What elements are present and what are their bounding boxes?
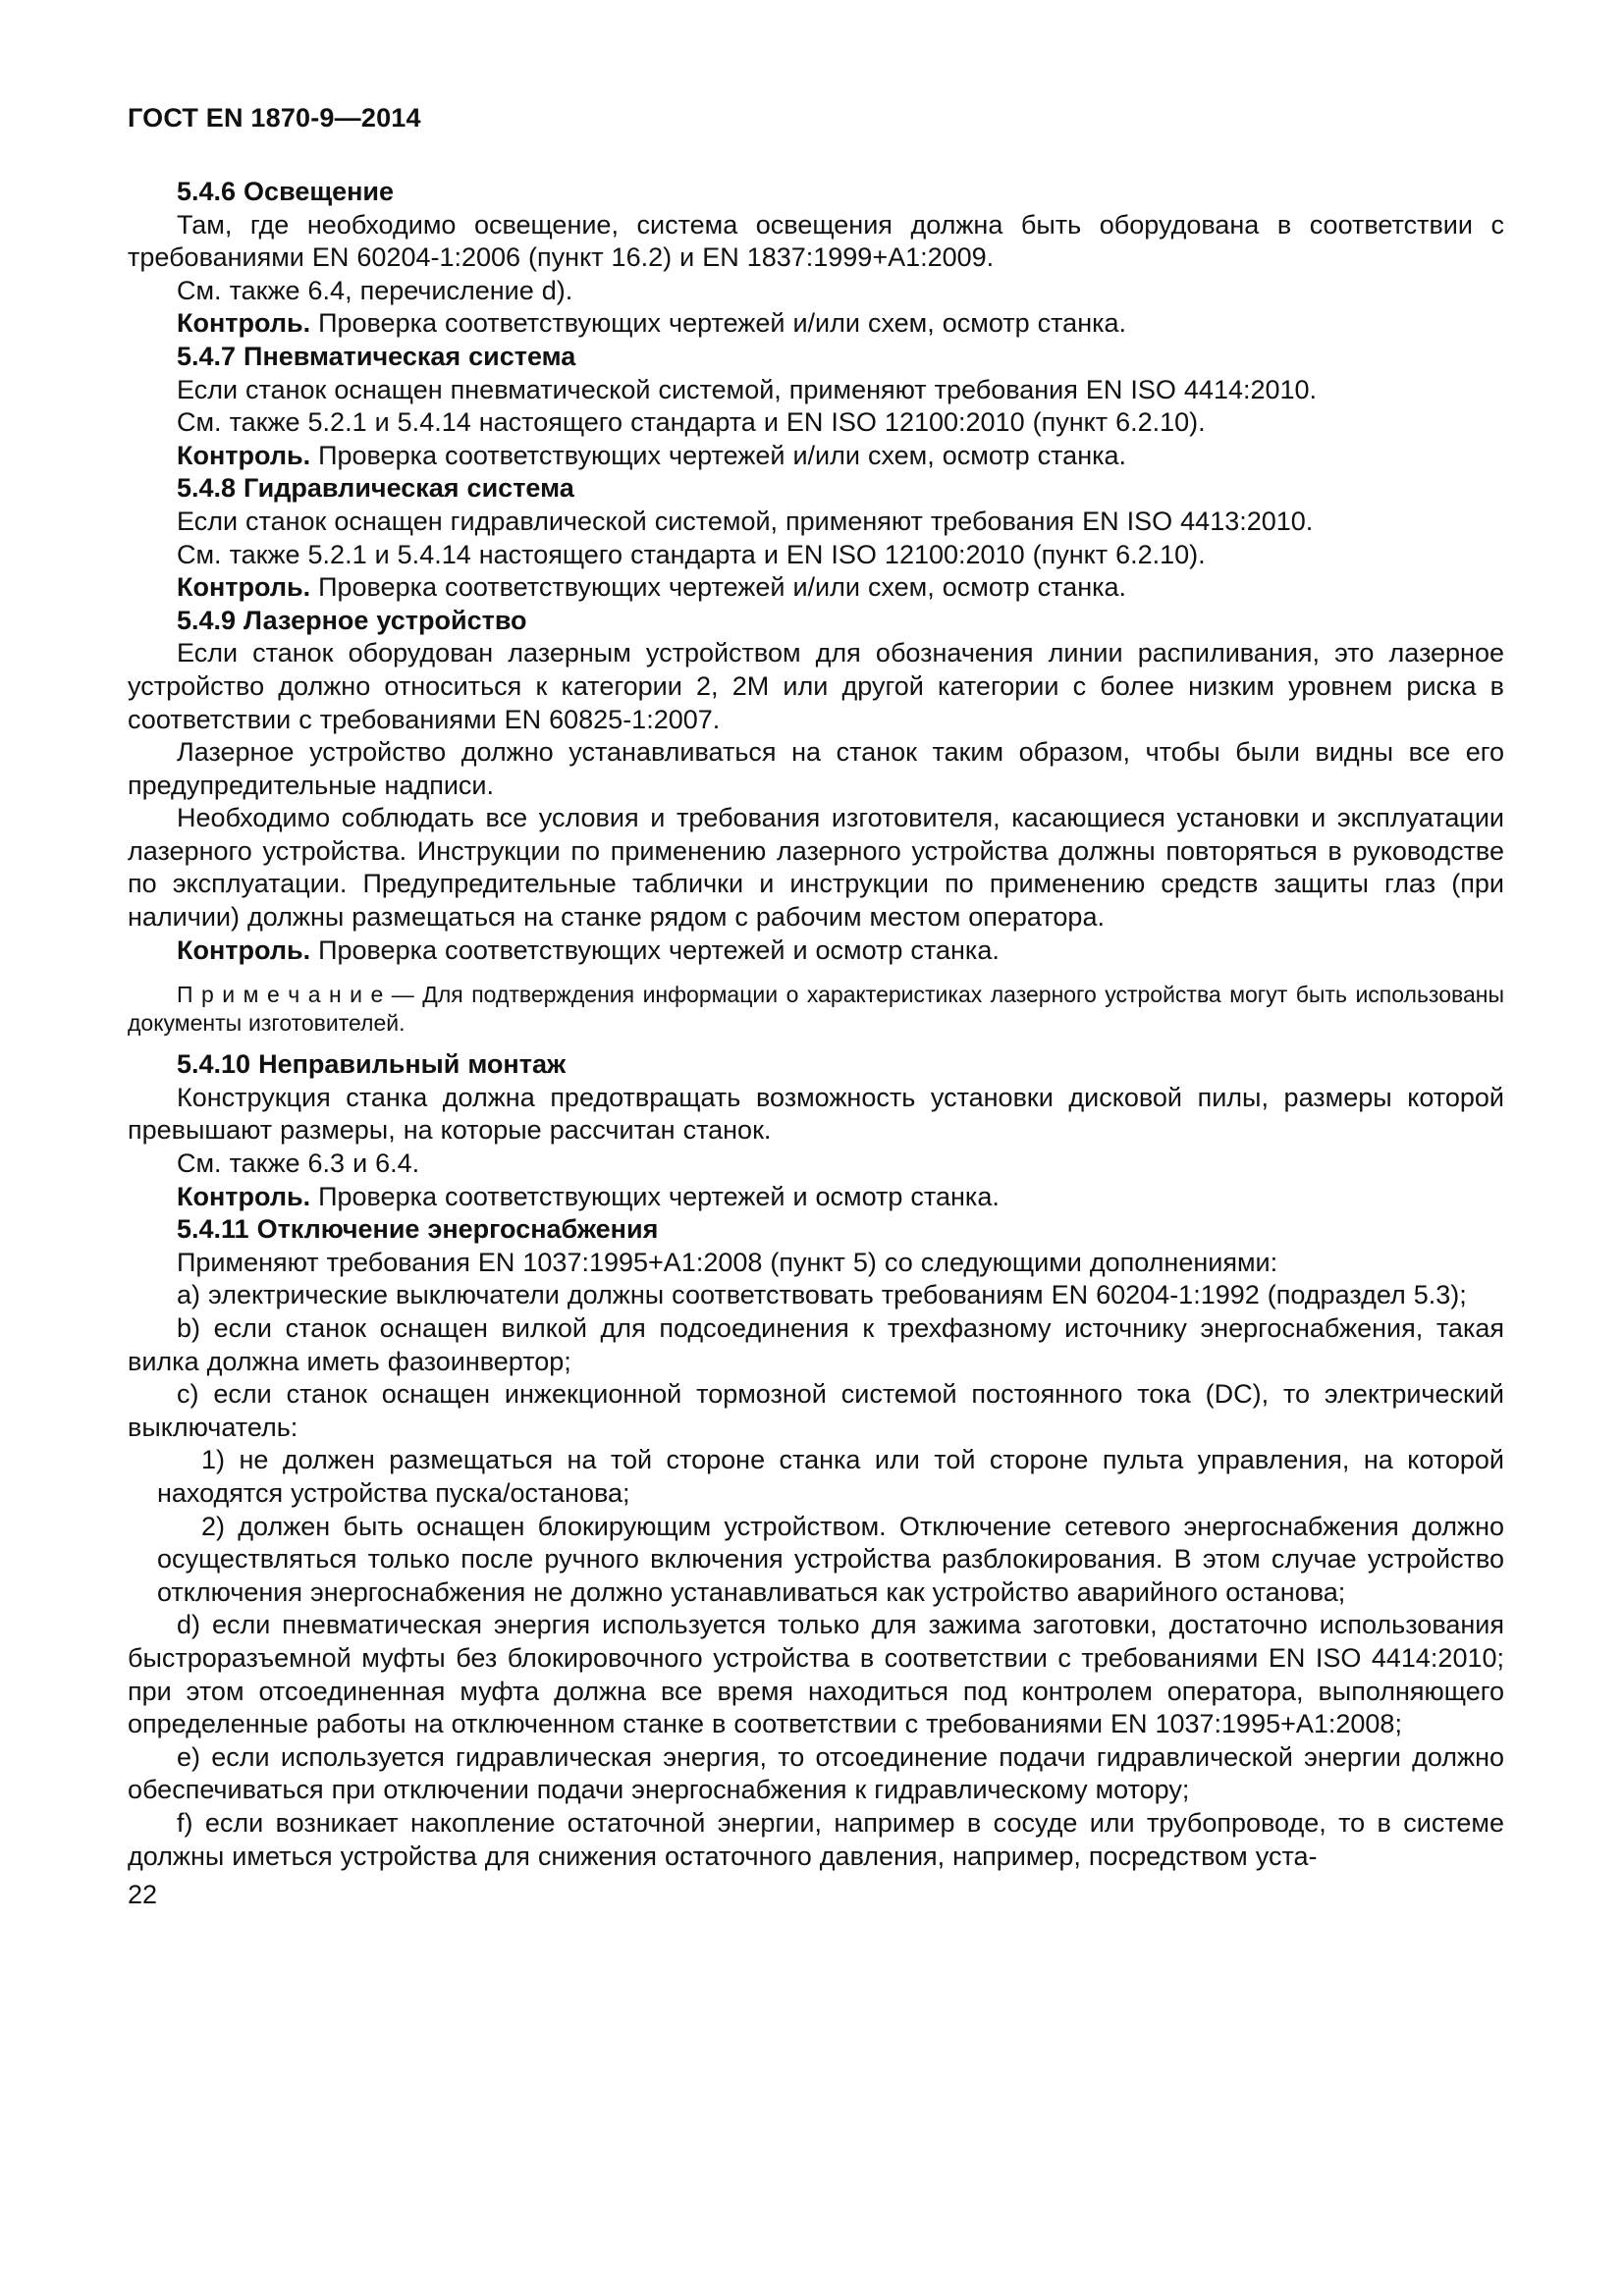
section-heading: 5.4.11 Отключение энергоснабжения bbox=[177, 1214, 659, 1245]
paragraph: См. также 6.3 и 6.4. bbox=[177, 1148, 420, 1179]
paragraph: См. также 5.2.1 и 5.4.14 настоящего стандарта и EN ISO 12100:2010 (пункт 6.2.10). bbox=[177, 539, 1206, 569]
paragraph: Конструкция станка должна предотвращать возможность установки дисковой пилы, размеры которой превышают размеры, на которые рассчитан станок. bbox=[128, 1082, 1504, 1146]
section-heading: 5.4.9 Лазерное устройство bbox=[177, 605, 527, 635]
paragraph: d) если пневматическая энергия используется только для зажима заготовки, достаточно использования быстроразъемной муфты без блокировочного устройства в соответствии с требованиями EN ISO 4414:2010; при этом отсоединенная муфта должна все время находиться под контролем оператора, выполняющего определенные работы на отключенном станке в соответствии с требованиями EN 1037:1995+A1:2008; bbox=[128, 1610, 1504, 1739]
document-title: ГОСТ EN 1870-9—2014 bbox=[128, 103, 421, 133]
paragraph: Если станок оснащен гидравлической системой, применяют требования EN ISO 4413:2010. bbox=[177, 506, 1314, 536]
document-paragraphs bbox=[128, 176, 1504, 1873]
paragraph-bold-lead: Контроль. bbox=[177, 572, 311, 603]
paragraph: Необходимо соблюдать все условия и требования изготовителя, касающиеся установки и эксплуатации лазерного устройства. Инструкции по применению лазерного устройства должны повторяться в руководстве по эксплуатации. Предупредительные таблички и инструкции по применению средств защиты глаз (при наличии) должны размещаться на станке рядом с рабочим местом оператора. bbox=[128, 803, 1504, 933]
paragraph: Лазерное устройство должно устанавливаться на станок таким образом, чтобы были видны все его предупредительные надписи. bbox=[128, 737, 1504, 800]
list-subitem: 2) должен быть оснащен блокирующим устройством. Отключение сетевого энергоснабжения должно осуществляться только после ручного включения устройства разблокирования. В этом случае устройство отключения энергоснабжения не должно устанавливаться как устройство аварийного останова; bbox=[157, 1511, 1504, 1607]
paragraph: Если станок оборудован лазерным устройством для обозначения линии распиливания, это лазерное устройство должно относиться к категории 2, 2М или другой категории с более низким уровнем риска в соответствии с требованиями EN 60825-1:2007. bbox=[128, 638, 1504, 734]
paragraph-bold-lead: Контроль. bbox=[177, 1181, 311, 1211]
paragraph: Если станок оснащен пневматической системой, применяют требования EN ISO 4414:2010. bbox=[177, 374, 1318, 404]
control-paragraph: Контроль. Проверка соответствующих чертежей и/или схем, осмотр станка. bbox=[177, 440, 1127, 470]
list-subitem: 1) не должен размещаться на той стороне станка или той стороне пульта управления, на которой находятся устройства пуска/останова; bbox=[157, 1445, 1504, 1508]
paragraph: a) электрические выключатели должны соответствовать требованиям EN 60204-1:1992 (подраздел 5.3); bbox=[177, 1280, 1467, 1310]
note-paragraph: П р и м е ч а н и е — Для подтверждения информации о характеристиках лазерного устройства могут быть использованы документы изготовителей. bbox=[128, 982, 1504, 1036]
section-heading: 5.4.10 Неправильный монтаж bbox=[177, 1049, 567, 1080]
paragraph-bold-lead: Контроль. bbox=[177, 440, 311, 470]
control-paragraph: Контроль. Проверка соответствующих чертежей и осмотр станка. bbox=[177, 934, 1000, 965]
page-number: 22 bbox=[128, 1880, 158, 1910]
paragraph: Применяют требования EN 1037:1995+A1:2008 (пункт 5) со следующими дополнениями: bbox=[177, 1247, 1278, 1277]
paragraph-bold-lead: Контроль. bbox=[177, 934, 311, 965]
control-paragraph: Контроль. Проверка соответствующих чертежей и/или схем, осмотр станка. bbox=[177, 308, 1127, 339]
paragraph: b) если станок оснащен вилкой для подсоединения к трехфазному источнику энергоснабжения, такая вилка должна иметь фазоинвертор; bbox=[128, 1313, 1504, 1376]
control-paragraph: Контроль. Проверка соответствующих чертежей и осмотр станка. bbox=[177, 1181, 1000, 1211]
section-heading: 5.4.7 Пневматическая система bbox=[177, 341, 576, 371]
section-heading: 5.4.8 Гидравлическая система bbox=[177, 473, 574, 504]
paragraph: Там, где необходимо освещение, система освещения должна быть оборудована в соответствии с требованиями EN 60204-1:2006 (пункт 16.2) и EN 1837:1999+A1:2009. bbox=[128, 209, 1504, 273]
paragraph: e) если используется гидравлическая энергия, то отсоединение подачи гидравлической энергии должно обеспечиваться при отключении подачи энергоснабжения к гидравлическому мотору; bbox=[128, 1741, 1504, 1805]
paragraph: c) если станок оснащен инжекционной тормозной системой постоянного тока (DC), то электрический выключатель: bbox=[128, 1379, 1504, 1442]
section-heading: 5.4.6 Освещение bbox=[177, 177, 395, 206]
paragraph: f) если возникает накопление остаточной энергии, например в сосуде или трубопроводе, то в системе должны иметься устройства для снижения остаточного давления, например, посредством уста- bbox=[128, 1807, 1504, 1871]
control-paragraph: Контроль. Проверка соответствующих чертежей и/или схем, осмотр станка. bbox=[177, 572, 1127, 603]
paragraph: См. также 6.4, перечисление d). bbox=[177, 275, 573, 305]
paragraph-bold-lead: Контроль. bbox=[177, 308, 311, 339]
paragraph: См. также 5.2.1 и 5.4.14 настоящего стандарта и EN ISO 12100:2010 (пункт 6.2.10). bbox=[177, 407, 1206, 438]
